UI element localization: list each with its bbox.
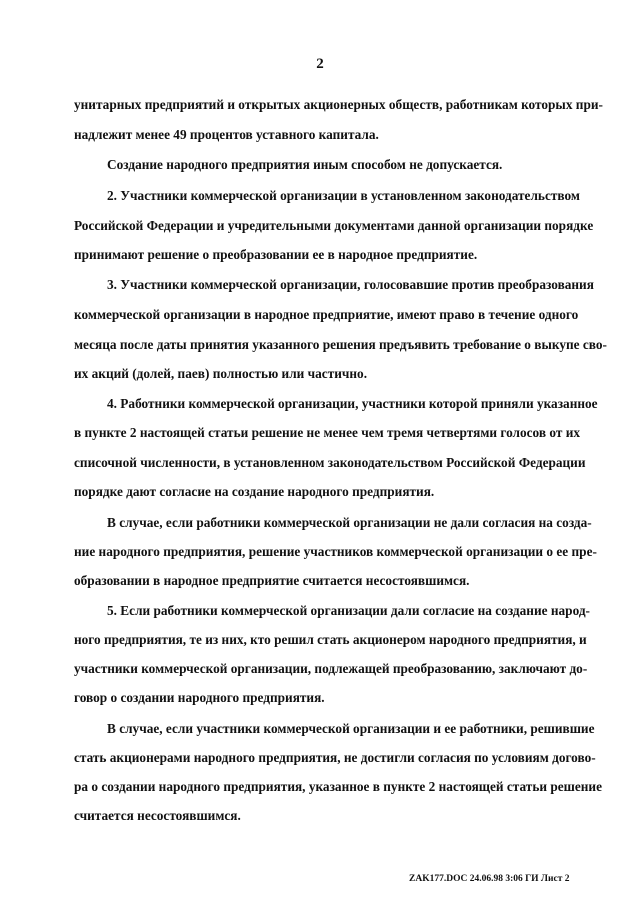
text-line: ного предприятия, те из них, кто решил стать акционером народного предприятия, и bbox=[74, 632, 587, 647]
text-line: ние народного предприятия, решение участников коммерческой организации о ее пре- bbox=[74, 544, 597, 559]
text-line: 5. Если работники коммерческой организации дали согласие на создание народ- bbox=[107, 603, 590, 618]
text-line: В случае, если участники коммерческой организации и ее работники, решившие bbox=[107, 721, 595, 736]
text-line: месяца после даты принятия указанного решения предъявить требование о выкупе сво- bbox=[74, 337, 607, 352]
text-line: участники коммерческой организации, подлежащей преобразованию, заключают до- bbox=[74, 661, 588, 676]
text-line: Российской Федерации и учредительными документами данной организации порядке bbox=[74, 218, 594, 233]
text-line: принимают решение о преобразовании ее в народное предприятие. bbox=[74, 247, 478, 262]
page-number: 2 bbox=[316, 56, 324, 72]
text-line: стать акционерами народного предприятия, не достигли согласия по условиям догово- bbox=[74, 750, 596, 765]
text-line: Создание народного предприятия иным способом не допускается. bbox=[107, 157, 503, 172]
text-line: порядке дают согласие на создание народного предприятия. bbox=[74, 484, 435, 499]
text-line: В случае, если работники коммерческой организации не дали согласия на созда- bbox=[107, 515, 592, 530]
text-line: списочной численности, в установленном законодательством Российской Федерации bbox=[74, 455, 586, 470]
text-line: образовании в народное предприятие считается несостоявшимся. bbox=[74, 573, 470, 588]
text-line: в пункте 2 настоящей статьи решение не менее чем тремя четвертями голосов от их bbox=[74, 425, 581, 440]
text-line: 3. Участники коммерческой организации, голосовавшие против преобразования bbox=[107, 277, 594, 292]
text-line: считается несостоявшимся. bbox=[74, 808, 241, 823]
text-line: 2. Участники коммерческой организации в установленном законодательством bbox=[107, 188, 580, 203]
text-line: их акций (долей, паев) полностью или частично. bbox=[74, 366, 368, 381]
text-line: ра о создании народного предприятия, указанное в пункте 2 настоящей статьи решение bbox=[74, 779, 602, 794]
text-line: коммерческой организации в народное предприятие, имеют право в течение одного bbox=[74, 307, 579, 322]
text-line: 4. Работники коммерческой организации, участники которой приняли указанное bbox=[107, 396, 598, 411]
text-line: надлежит менее 49 процентов уставного капитала. bbox=[74, 127, 379, 142]
text-line: унитарных предприятий и открытых акционерных обществ, работникам которых при- bbox=[74, 97, 603, 112]
text-line: говор о создании народного предприятия. bbox=[74, 690, 325, 705]
footer-file-info: ZAK177.DOC 24.06.98 3:06 ГИ Лист 2 bbox=[409, 874, 570, 884]
